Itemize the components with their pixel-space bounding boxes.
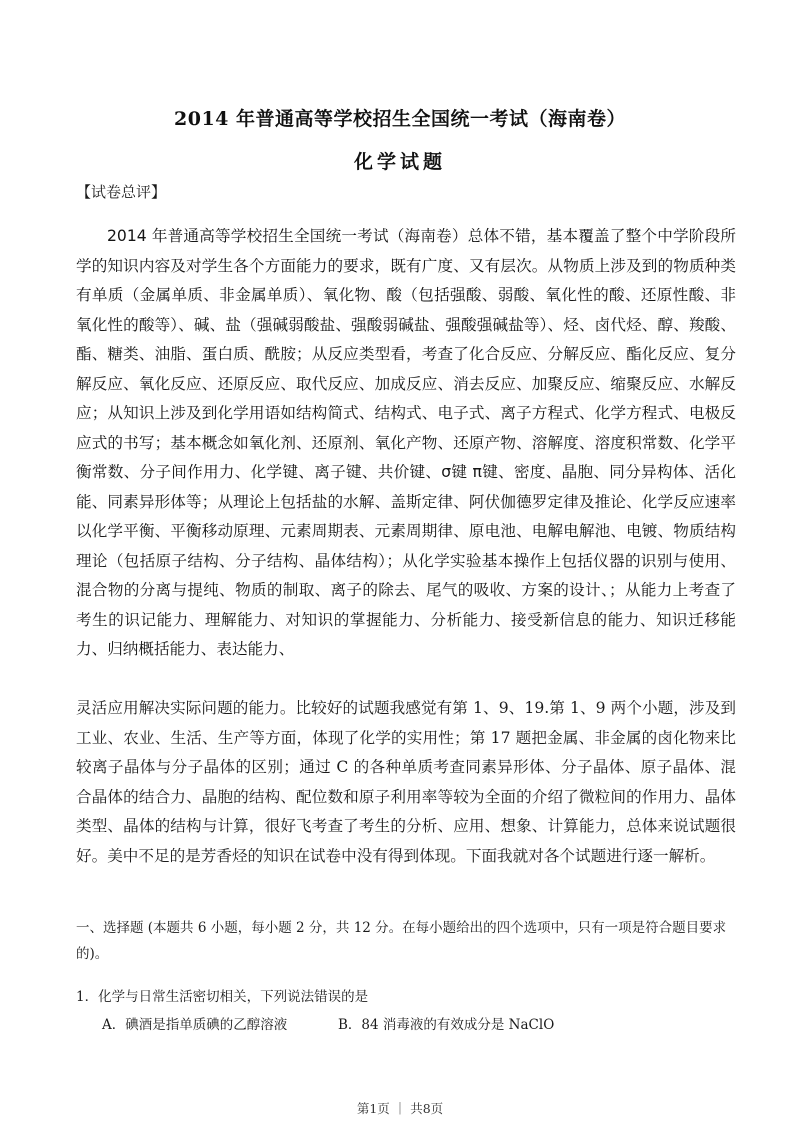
question-1-options <box>102 1013 554 1033</box>
review-paragraph-1 <box>76 222 736 665</box>
review-text-1: 2014 年普通高等学校招生全国统一考试（海南卷）总体不错，基本覆盖了整个中学阶段所学的知识内容及对学生各个方面能力的要求，既有广度、又有层次。从物质上涉及到的物质种类有单质（金属单质、非金属单质）、氧化物、酸（包括强酸、弱酸、氧化性的酸、还原性酸、非氧化性的酸等）、碱、盐（强碱弱酸盐、强酸弱碱盐、强酸强碱盐等）、烃、卤代烃、醇、羧酸、酯、糖类、油脂、蛋白质、酰胺；从反应类型看，考查了化合反应、分解反应、酯化反应、复分解反应、氧化反应、还原反应、取代反应、加成反应、消去反应、加聚反应、缩聚反应、水解反应；从知识上涉及到化学用语如结构简式、结构式、电子式、离子方程式、化学方程式、电极反应式的书写；基本概念如氧化剂、还原剂、氧化产物、还原产物、溶解度、溶度积常数、化学平衡常数、分子间作用力、化学键、离子键、共价键、σ键 π键、密度、晶胞、同分异构体、活化能、同素异形体等；从理论上包括盐的水解、盖斯定律、阿伏伽德罗定律及推论、化学反应速率以化学平衡、平衡移动原理、元素周期表、元素周期律、原电池、电解电解池、电镀、物质结构理论（包括原子结构、分子结构、晶体结构）；从化学实验基本操作上包括仪器的识别与使用、混合物的分离与提纯、物质的制取、离子的除去、尾气的吸收、方案的设计、；从能力上考查了考生的识记能力、理解能力、对知识的掌握能力、分析能力、接受新信息的能力、知识迁移能力、归纳概括能力、表达能力、 <box>76 227 736 658</box>
page-footer: 第1页 ｜ 共8页 <box>356 1101 444 1116</box>
exam-title: 2014 年普通高等学校招生全国统一考试（海南卷） <box>174 108 626 130</box>
review-paragraph-2 <box>76 694 736 871</box>
question-1-stem: 1．化学与日常生活密切相关，下列说法错误的是 <box>76 989 369 1005</box>
option-b: B．84 消毒液的有效成分是 NaClO <box>338 1017 555 1033</box>
review-heading: 【试卷总评】 <box>76 183 167 201</box>
section-instructions: 一、选择题 (本题共 6 小题，每小题 2 分，共 12 分。在每小题给出的四个选项中，只有一项是符合题目要求的)。 <box>76 920 727 962</box>
review-text-2: 灵活应用解决实际问题的能力。比较好的试题我感觉有第 1、9、19.第 1、9 两个小题，涉及到工业、农业、生活、生产等方面，体现了化学的实用性；第 17 题把金属、非金属的卤化物来比较离子晶体与分子晶体的区别；通过 C 的各种单质考查同素异形体、分子晶体、原子晶体、混合晶体的结合力、晶胞的结构、配位数和原子利用率等较为全面的介绍了微粒间的作用力、晶体类型、晶体的结构与计算，很好飞考查了考生的分析、应用、想象、计算能力，总体来说试题很好。美中不足的是芳香烃的知识在试卷中没有得到体现。下面我就对各个试题进行逐一解析。 <box>76 699 736 865</box>
option-a: A．碘酒是指单质碘的乙醇溶液 <box>102 1017 288 1033</box>
exam-subtitle: 化学试题 <box>353 151 446 173</box>
